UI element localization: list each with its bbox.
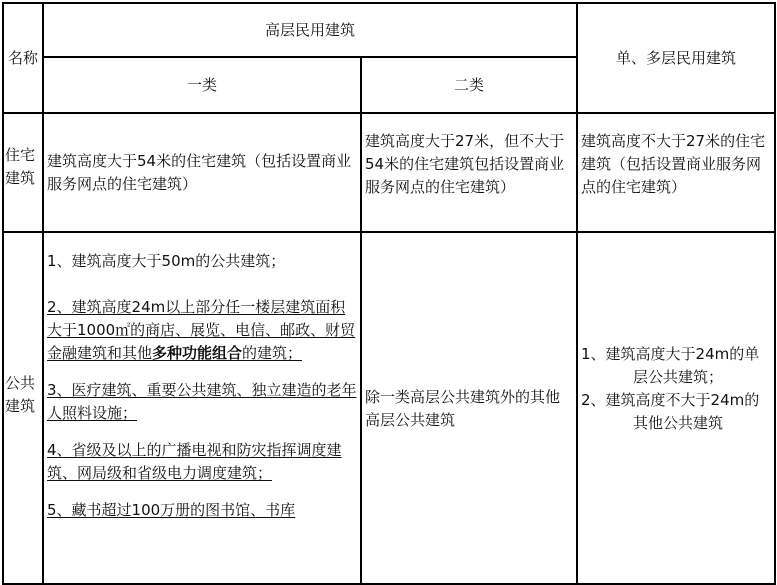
public-item-2-suffix: 的建筑； [242,344,303,362]
row-residential-label: 住宅建筑 [5,146,36,187]
header-low-multi-cell [578,4,774,112]
residential-class-two-text: 建筑高度大于27米，但不大于54米的住宅建筑包括设置商业服务网点的住宅建筑） [365,132,565,196]
header-low-multi: 单、多层民用建筑 [615,48,736,67]
column-divider-2 [360,56,362,585]
row-public-label: 公共建筑 [5,374,36,415]
public-low-multi-line2: 层公共建筑； [633,368,724,386]
row-residential-low-multi [581,130,771,199]
header-class-one: 一类 [186,75,217,94]
residential-class-one-text: 建筑高度大于54米的住宅建筑（包括设置商业服务网点的住宅建筑） [47,152,352,193]
header-name-cell [4,4,42,112]
row-public-class-two [365,386,573,432]
residential-low-multi-text: 建筑高度不大于27米的住宅建筑（包括设置商业服务网点的住宅建筑） [581,132,766,196]
row-public-class-one [47,250,357,522]
header-class-two: 二类 [453,75,484,94]
header-high-rise-cell [44,4,576,56]
row-divider [2,231,776,233]
header-class-one-cell [44,58,360,112]
header-bottom-line [2,112,776,114]
row-residential-class-two [365,130,573,199]
row-public-low-multi [581,343,771,435]
header-high-rise: 高层民用建筑 [264,20,355,39]
public-item-2-text: 2、建筑高度24m以上部分任一楼层建筑面积大于1000㎡的商店、展览、电信、邮政、财贸金融建筑和其他 [47,298,356,362]
public-item-1: 1、建筑高度大于50m的公共建筑； [47,252,286,270]
public-low-multi-line3: 2、建筑高度不大于24m的 [581,391,760,409]
public-class-two-text: 除一类高层公共建筑外的其他高层公共建筑 [365,388,561,429]
header-name: 名称 [7,48,38,67]
public-item-4: 4、省级及以上的广播电视和防灾指挥调度建筑、网局级和省级电力调度建筑； [47,441,342,482]
public-item-2 [47,296,357,365]
public-item-5: 5、藏书超过100万册的图书馆、书库 [47,501,296,519]
public-item-3: 3、医疗建筑、重要公共建筑、独立建造的老年人照料设施； [47,381,357,422]
public-low-multi-line1: 1、建筑高度大于24m的单 [581,345,760,363]
header-class-two-cell [362,58,576,112]
row-residential-label-cell [4,144,42,190]
row-public-label-cell [4,372,42,418]
public-low-multi-line4: 其他公共建筑 [633,414,724,432]
public-item-2-bold: 多种功能组合 [152,344,243,362]
row-residential-class-one [47,150,357,196]
table-border-right [774,2,776,585]
